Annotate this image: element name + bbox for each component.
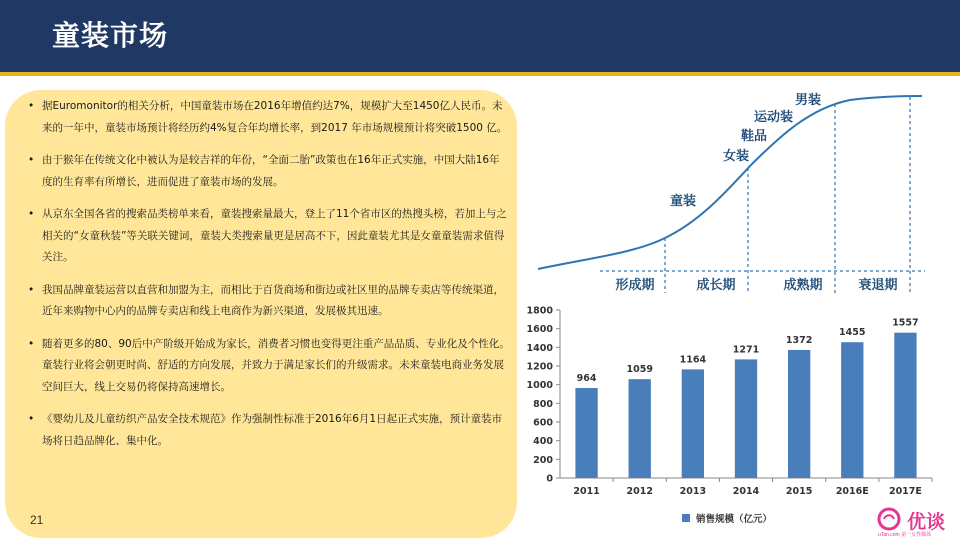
y-tick-label: 1400 <box>526 342 553 354</box>
x-tick-label: 2016E <box>835 486 869 497</box>
legend-label: 销售规模（亿元） <box>696 514 773 525</box>
y-tick-label: 0 <box>546 473 553 485</box>
bar <box>841 342 863 478</box>
logo-text: 优谈 <box>907 511 946 533</box>
header-accent-line <box>0 72 960 76</box>
curve-label: 童装 <box>670 194 697 209</box>
y-tick-label: 200 <box>533 454 553 466</box>
bullet-item: • 从京东全国各省的搜索品类榜单来看，童装搜索量最大，登上了11个省市区的热搜头榜，若加上与之相关的“女童秋装”等关联关键词，童装大类搜索量更是居高不下，因此童装尤其是女童童装需求值得关注。 <box>28 204 510 269</box>
bullet-item: • 我国品牌童装运营以直营和加盟为主，而相比于百货商场和街边或社区里的品牌专卖店等传统渠道，近年来购物中心内的品牌专卖店和线上电商作为新兴渠道，发展极其迅速。 <box>28 280 510 323</box>
bar <box>735 359 757 478</box>
phase-label: 成熟期 <box>783 278 823 293</box>
bar-data-label: 1557 <box>892 317 919 329</box>
lifecycle-curve <box>538 96 922 269</box>
curve-label: 运动装 <box>754 110 794 125</box>
bullet-item: • 由于猴年在传统文化中被认为是较吉祥的年份，“全面二胎”政策也在16年正式实施，中国大陆16年度的生育率有所增长，进而促进了童装市场的发展。 <box>28 150 510 193</box>
curve-label: 鞋品 <box>741 129 768 144</box>
bar <box>894 333 916 478</box>
y-tick-label: 1200 <box>526 361 553 373</box>
bar <box>629 379 651 478</box>
x-tick-label: 2012 <box>626 486 653 497</box>
page-number: 21 <box>30 513 44 527</box>
bar-data-label: 1271 <box>732 344 760 356</box>
bar-data-label: 964 <box>576 373 597 385</box>
sales-bar-chart <box>520 296 940 536</box>
slide-title: 童装市场 <box>52 19 169 52</box>
bar <box>682 369 704 478</box>
bullet-item: • 随着更多的80、90后中产阶级开始成为家长，消费者习惯也变得更注重产品品质、专业化及个性化。童装行业将会朝更时尚、舒适的方向发展，并致力于满足家长们的升级需求。未来童装电商业务发展空间巨大，线上交易仍将保持高速增长。 <box>28 334 510 399</box>
y-tick-label: 800 <box>533 398 553 410</box>
y-tick-label: 600 <box>533 417 553 429</box>
y-tick-label: 1600 <box>526 324 553 336</box>
bar-data-label: 1059 <box>626 364 653 376</box>
bar-data-label: 1372 <box>785 334 813 346</box>
y-tick-label: 1800 <box>526 305 553 317</box>
bar <box>788 350 810 478</box>
bar-data-label: 1164 <box>679 354 707 366</box>
bullet-item: • 据Euromonitor的相关分析，中国童装市场在2016年增值约达7%，规模扩大至1450亿人民币。未来的一年中，童装市场预计将经历约4%复合年均增长率，到2017 年市场规模预计将突破1500 亿。 <box>28 96 510 139</box>
y-tick-label: 400 <box>533 436 553 448</box>
x-tick-label: 2017E <box>888 486 922 497</box>
x-tick-label: 2011 <box>573 486 600 497</box>
bullet-item: • 《婴幼儿及儿童纺织产品安全技术规范》作为强制性标准于2016年6月1日起正式实施，预计童装市场将日趋品牌化、集中化。 <box>28 409 510 452</box>
x-tick-label: 2013 <box>679 486 707 497</box>
phase-label: 形成期 <box>615 278 655 293</box>
legend-swatch <box>682 514 690 522</box>
lifecycle-diagram <box>530 88 935 296</box>
bullet-list <box>28 96 510 463</box>
y-tick-label: 1000 <box>526 380 553 392</box>
logo-subtitle: uTan.com 第一女性媒体 <box>878 532 932 538</box>
phase-label: 成长期 <box>696 278 736 293</box>
logo-mark-icon <box>876 506 906 532</box>
bar-data-label: 1455 <box>839 327 866 339</box>
brand-logo <box>876 506 958 540</box>
bar <box>575 388 597 478</box>
x-tick-label: 2014 <box>732 486 760 497</box>
curve-label: 女装 <box>723 149 750 164</box>
x-tick-label: 2015 <box>785 486 813 497</box>
curve-label: 男装 <box>795 93 822 108</box>
phase-label: 衰退期 <box>858 278 898 293</box>
